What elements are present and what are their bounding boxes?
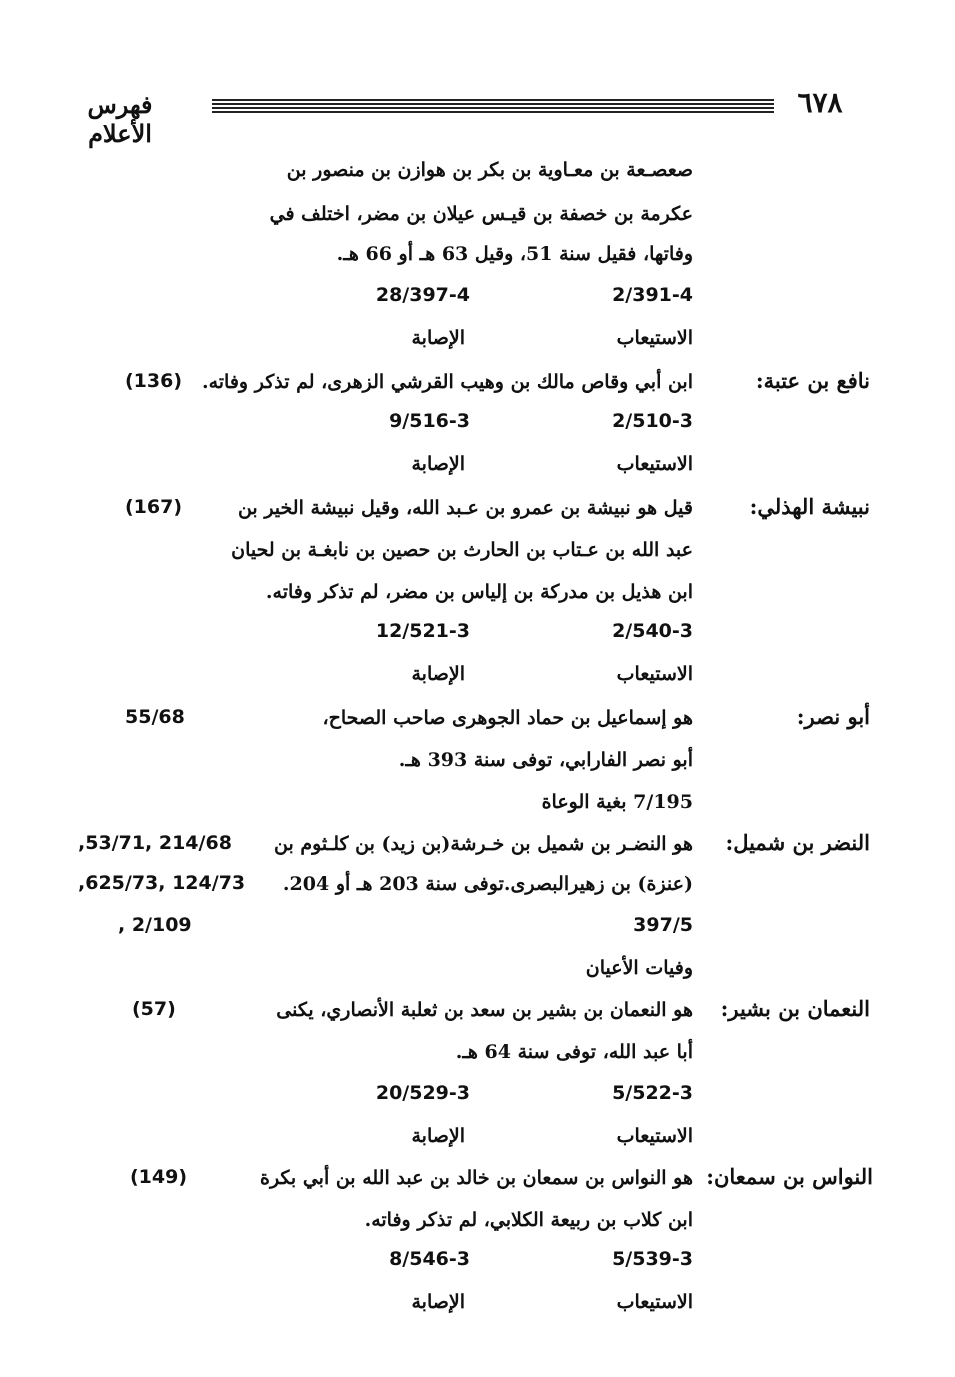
entry-line: هو النعمان بن بشير بن سعد بن ثعلبة الأنصاري، يكنى — [276, 999, 693, 1021]
page-title: فهرس الأعلام — [87, 90, 153, 148]
ref-istiab: 2/540-3 — [612, 620, 693, 642]
source-isaba: الإصابة — [411, 663, 465, 685]
source-isaba: الإصابة — [411, 1125, 465, 1147]
source-isaba: الإصابة — [411, 453, 465, 475]
entry-line: أبا عبد الله، توفى سنة 64 هـ. — [455, 1041, 693, 1063]
page-number: ٦٧٨ — [797, 86, 843, 119]
entry-name: أبو نصر: — [796, 704, 870, 729]
ref-istiab: 2/391-4 — [612, 284, 693, 306]
entry-source-line: 7/195 بغية الوعاة — [541, 791, 693, 813]
entry-refs: , 2/109 — [118, 914, 192, 936]
entry-line: ابن أبي وقاص مالك بن وهيب القرشي الزهرى، لم تذكر وفاته. — [201, 371, 693, 393]
entry-refs: ,53/71, 214/68 — [78, 832, 232, 854]
entry-line: هو النواس بن سمعان بن خالد بن عبد الله بن أبي بكرة — [259, 1167, 693, 1189]
entry-name: النضر بن شميل: — [725, 830, 870, 855]
ref-isaba: 20/529-3 — [375, 1082, 470, 1104]
entry-refnum: 55/68 — [125, 706, 185, 728]
entry-refnum: (167) — [125, 496, 183, 518]
source-istiab: الاستيعاب — [616, 663, 693, 685]
ref-isaba: 9/516-3 — [389, 410, 470, 432]
entry-line: ابن هذيل بن مدركة بن إلياس بن مضر، لم تذكر وفاته. — [265, 581, 693, 603]
entry-name: نبيشة الهذلي: — [749, 494, 870, 519]
entry-line: ابن كلاب بن ربيعة الكلابي، لم تذكر وفاته. — [364, 1209, 693, 1231]
intro-line-1: صعصـعة بن معـاوية بن بكر بن هوازن بن منصور بن — [286, 159, 693, 181]
entry-refs: ,625/73, 124/73 — [78, 872, 246, 894]
source-istiab: الاستيعاب — [616, 1291, 693, 1313]
ref-istiab: 2/510-3 — [612, 410, 693, 432]
ref-istiab: 5/539-3 — [612, 1248, 693, 1270]
entry-refnum: (57) — [132, 998, 176, 1020]
entry-ref-line: 397/5 — [633, 914, 693, 936]
entry-line: هو النضـر بن شميل بن خـرشة(بن زيد) بن كلـثوم بن — [273, 833, 693, 855]
header-rule — [212, 99, 774, 113]
ref-isaba: 12/521-3 — [375, 620, 470, 642]
entry-line: (عنزة) بن زهيرالبصرى.توفى سنة 203 هـ أو 204. — [282, 873, 693, 895]
entry-line: أبو نصر الفارابي، توفى سنة 393 هـ. — [398, 749, 693, 771]
source-istiab: الاستيعاب — [616, 327, 693, 349]
ref-isaba: 8/546-3 — [389, 1248, 470, 1270]
intro-line-2: عكرمة بن خصفة بن قيـس عيلان بن مضر، اختلف في — [269, 203, 693, 225]
entry-line: عبد الله بن عـتاب بن الحارث بن حصين بن نابغـة بن لحيان — [231, 539, 693, 561]
source-istiab: الاستيعاب — [616, 453, 693, 475]
source-isaba: الإصابة — [411, 1291, 465, 1313]
entry-name: النعمان بن بشير: — [720, 996, 870, 1021]
entry-name: نافع بن عتبة: — [755, 368, 870, 393]
ref-isaba: 28/397-4 — [375, 284, 470, 306]
source-isaba: الإصابة — [411, 327, 465, 349]
ref-istiab: 5/522-3 — [612, 1082, 693, 1104]
entry-refnum: (136) — [125, 370, 183, 392]
entry-line: هو إسماعيل بن حماد الجوهرى صاحب الصحاح، — [322, 707, 693, 729]
entry-name: النواس بن سمعان: — [706, 1164, 873, 1189]
intro-line-3: وفاتها، فقيل سنة 51، وقيل 63 هـ أو 66 هـ. — [336, 243, 693, 265]
entry-refnum: (149) — [130, 1166, 188, 1188]
entry-source: وفيات الأعيان — [585, 957, 693, 979]
source-istiab: الاستيعاب — [616, 1125, 693, 1147]
entry-line: قيل هو نبيشة بن عمرو بن عـبد الله، وقيل نبيشة الخير بن — [237, 497, 693, 519]
